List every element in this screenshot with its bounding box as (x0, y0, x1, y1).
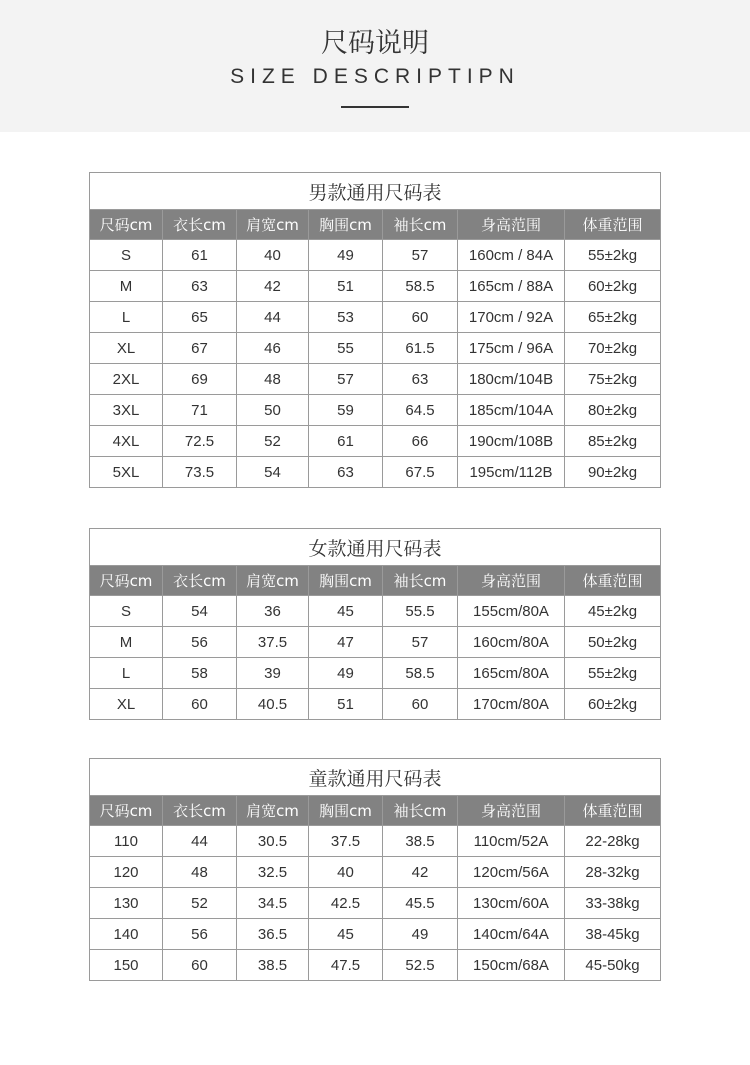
table-cell: 28-32kg (565, 857, 661, 888)
table-cell: 140cm/64A (458, 919, 565, 950)
table-cell: 69 (163, 364, 237, 395)
table-cell: 38.5 (383, 826, 458, 857)
kids-size-table (89, 758, 661, 981)
column-header: 尺码cm (90, 566, 163, 596)
table-cell: 55.5 (383, 596, 458, 627)
table-cell: 45 (309, 596, 383, 627)
table-cell: 45.5 (383, 888, 458, 919)
table-cell: 40 (309, 857, 383, 888)
table-cell: 45-50kg (565, 950, 661, 981)
table-cell: 60 (163, 950, 237, 981)
column-header: 身高范围 (458, 566, 565, 596)
table-cell: 58.5 (383, 658, 458, 689)
table-cell: 33-38kg (565, 888, 661, 919)
title-divider (341, 106, 409, 108)
table-caption-row (90, 759, 661, 796)
table-cell: 51 (309, 271, 383, 302)
table-row (90, 950, 661, 981)
table-cell: 54 (163, 596, 237, 627)
table-cell: 54 (237, 457, 309, 488)
table-header-row (90, 210, 661, 240)
table-cell: 160cm / 84A (458, 240, 565, 271)
column-header: 袖长cm (383, 210, 458, 240)
table-cell: 57 (383, 627, 458, 658)
table-cell: 48 (237, 364, 309, 395)
table-cell: 170cm/80A (458, 689, 565, 720)
table-cell: 55 (309, 333, 383, 364)
table-row (90, 240, 661, 271)
table-cell: 45 (309, 919, 383, 950)
table-cell: 60 (383, 302, 458, 333)
table-cell: M (90, 627, 163, 658)
table-cell: 60±2kg (565, 689, 661, 720)
table-cell: 47.5 (309, 950, 383, 981)
column-header: 尺码cm (90, 210, 163, 240)
table-cell: 155cm/80A (458, 596, 565, 627)
table-cell: 73.5 (163, 457, 237, 488)
table-cell: 110 (90, 826, 163, 857)
table-cell: 57 (309, 364, 383, 395)
page-title: 尺码说明 (321, 28, 429, 59)
table-row (90, 596, 661, 627)
table-cell: 49 (309, 240, 383, 271)
table-cell: 67.5 (383, 457, 458, 488)
table-cell: 37.5 (237, 627, 309, 658)
table-cell: 48 (163, 857, 237, 888)
table-title: 童款通用尺码表 (90, 759, 661, 796)
table-cell: 44 (163, 826, 237, 857)
table-cell: 32.5 (237, 857, 309, 888)
table-cell: 61 (309, 426, 383, 457)
column-header: 胸围cm (309, 210, 383, 240)
table-row (90, 302, 661, 333)
table-cell: S (90, 596, 163, 627)
table-cell: 70±2kg (565, 333, 661, 364)
table-cell: 60 (383, 689, 458, 720)
table-row (90, 888, 661, 919)
table-caption-row (90, 529, 661, 566)
table-cell: XL (90, 689, 163, 720)
table-cell: 36.5 (237, 919, 309, 950)
table-cell: 71 (163, 395, 237, 426)
table-cell: 130 (90, 888, 163, 919)
table-cell: 22-28kg (565, 826, 661, 857)
men-size-table (89, 172, 661, 488)
table-cell: L (90, 658, 163, 689)
table-cell: 42 (237, 271, 309, 302)
table-cell: 47 (309, 627, 383, 658)
table-cell: 90±2kg (565, 457, 661, 488)
table-title: 女款通用尺码表 (90, 529, 661, 566)
table-cell: 42.5 (309, 888, 383, 919)
column-header: 衣长cm (163, 796, 237, 826)
table-cell: 39 (237, 658, 309, 689)
table-cell: 50 (237, 395, 309, 426)
table-cell: 52 (237, 426, 309, 457)
table-cell: 49 (383, 919, 458, 950)
column-header: 衣长cm (163, 210, 237, 240)
table-cell: L (90, 302, 163, 333)
column-header: 身高范围 (458, 210, 565, 240)
table-cell: 51 (309, 689, 383, 720)
table-cell: 72.5 (163, 426, 237, 457)
table-cell: 37.5 (309, 826, 383, 857)
women-size-table (89, 528, 661, 720)
table-cell: 38.5 (237, 950, 309, 981)
table-cell: 65±2kg (565, 302, 661, 333)
column-header: 身高范围 (458, 796, 565, 826)
header-banner (0, 0, 750, 132)
table-cell: 75±2kg (565, 364, 661, 395)
table-cell: 120 (90, 857, 163, 888)
table-row (90, 395, 661, 426)
table-cell: 59 (309, 395, 383, 426)
table-cell: 55±2kg (565, 240, 661, 271)
column-header: 尺码cm (90, 796, 163, 826)
table-cell: 60 (163, 689, 237, 720)
column-header: 体重范围 (565, 796, 661, 826)
table-cell: 195cm/112B (458, 457, 565, 488)
table-cell: 5XL (90, 457, 163, 488)
table-row (90, 919, 661, 950)
table-cell: 36 (237, 596, 309, 627)
table-cell: 2XL (90, 364, 163, 395)
table-cell: 55±2kg (565, 658, 661, 689)
table-cell: 58 (163, 658, 237, 689)
table-cell: 67 (163, 333, 237, 364)
table-caption-row (90, 173, 661, 210)
table-cell: 140 (90, 919, 163, 950)
table-cell: 160cm/80A (458, 627, 565, 658)
table-title: 男款通用尺码表 (90, 173, 661, 210)
table-cell: 80±2kg (565, 395, 661, 426)
table-cell: 110cm/52A (458, 826, 565, 857)
table-cell: 63 (309, 457, 383, 488)
table-row (90, 457, 661, 488)
column-header: 肩宽cm (237, 566, 309, 596)
table-cell: 52.5 (383, 950, 458, 981)
table-row (90, 658, 661, 689)
table-cell: 4XL (90, 426, 163, 457)
table-row (90, 364, 661, 395)
table-row (90, 857, 661, 888)
table-cell: XL (90, 333, 163, 364)
table-row (90, 426, 661, 457)
column-header: 体重范围 (565, 210, 661, 240)
table-cell: 61 (163, 240, 237, 271)
table-cell: 40.5 (237, 689, 309, 720)
table-cell: 65 (163, 302, 237, 333)
table-cell: 60±2kg (565, 271, 661, 302)
table-cell: 3XL (90, 395, 163, 426)
column-header: 胸围cm (309, 566, 383, 596)
table-cell: 120cm/56A (458, 857, 565, 888)
table-cell: 61.5 (383, 333, 458, 364)
table-row (90, 627, 661, 658)
column-header: 袖长cm (383, 796, 458, 826)
table-cell: 63 (383, 364, 458, 395)
table-cell: 190cm/108B (458, 426, 565, 457)
table-cell: 56 (163, 919, 237, 950)
column-header: 肩宽cm (237, 210, 309, 240)
table-cell: 56 (163, 627, 237, 658)
table-cell: 165cm / 88A (458, 271, 565, 302)
table-cell: 42 (383, 857, 458, 888)
table-cell: 180cm/104B (458, 364, 565, 395)
table-cell: 53 (309, 302, 383, 333)
table-header-row (90, 796, 661, 826)
table-row (90, 689, 661, 720)
page-subtitle: SIZE DESCRIPTIPN (230, 65, 520, 88)
column-header: 肩宽cm (237, 796, 309, 826)
table-cell: 165cm/80A (458, 658, 565, 689)
column-header: 胸围cm (309, 796, 383, 826)
table-header-row (90, 566, 661, 596)
table-cell: 40 (237, 240, 309, 271)
table-row (90, 826, 661, 857)
table-row (90, 271, 661, 302)
column-header: 袖长cm (383, 566, 458, 596)
table-cell: 52 (163, 888, 237, 919)
table-cell: 46 (237, 333, 309, 364)
table-row (90, 333, 661, 364)
column-header: 衣长cm (163, 566, 237, 596)
table-cell: 170cm / 92A (458, 302, 565, 333)
table-cell: 150 (90, 950, 163, 981)
table-cell: 64.5 (383, 395, 458, 426)
table-cell: 58.5 (383, 271, 458, 302)
table-cell: 34.5 (237, 888, 309, 919)
table-cell: 50±2kg (565, 627, 661, 658)
table-cell: 44 (237, 302, 309, 333)
table-cell: 45±2kg (565, 596, 661, 627)
table-cell: 175cm / 96A (458, 333, 565, 364)
table-cell: 150cm/68A (458, 950, 565, 981)
table-cell: 30.5 (237, 826, 309, 857)
table-cell: 185cm/104A (458, 395, 565, 426)
table-cell: 49 (309, 658, 383, 689)
table-cell: 66 (383, 426, 458, 457)
table-cell: 57 (383, 240, 458, 271)
column-header: 体重范围 (565, 566, 661, 596)
table-cell: 130cm/60A (458, 888, 565, 919)
table-cell: 85±2kg (565, 426, 661, 457)
table-cell: 63 (163, 271, 237, 302)
table-cell: M (90, 271, 163, 302)
table-cell: 38-45kg (565, 919, 661, 950)
table-cell: S (90, 240, 163, 271)
